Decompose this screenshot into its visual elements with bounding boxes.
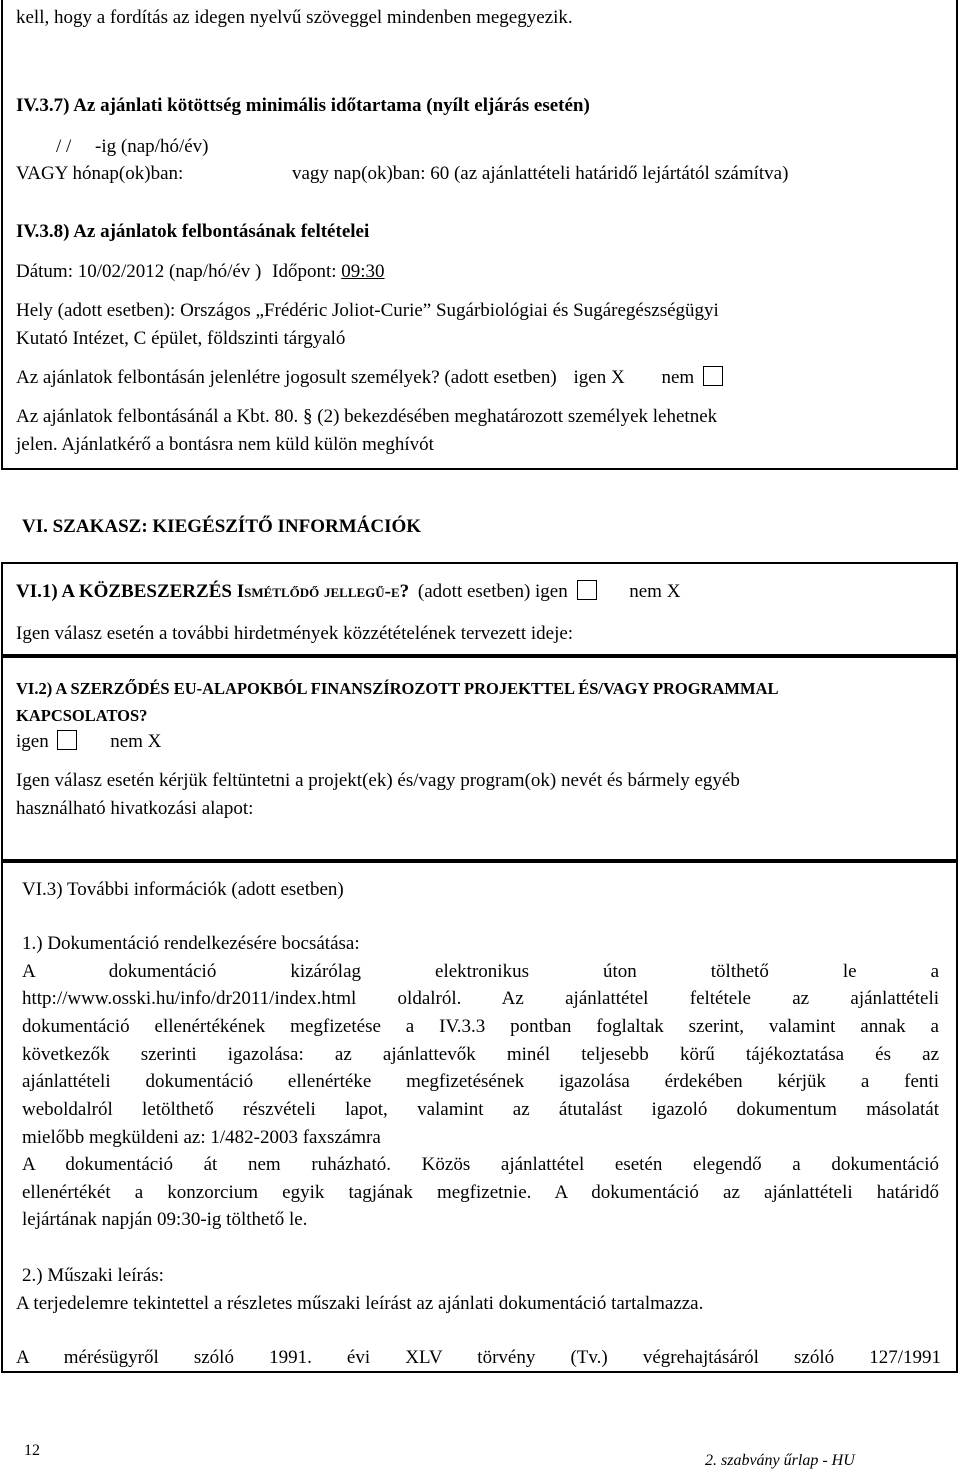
vi1-followup: Igen válasz esetén a további hirdetmények közzétételének tervezett ideje: — [16, 623, 574, 644]
iv38-persons — [16, 364, 727, 391]
page-number: 12 — [24, 1442, 40, 1459]
iv37-heading: IV.3.7) Az ajánlati kötöttség minimális időtartama (nyílt eljárás esetén) — [16, 95, 590, 116]
vi1-question — [16, 578, 680, 605]
vi1-prefix: VI.1) A KÖZBESZERZÉS — [16, 581, 232, 602]
form-name: 2. szabvány űrlap - HU — [705, 1452, 855, 1469]
vi3-item1-line: ajánlattételi dokumentáció ellenértéke megfizetésének igazolása érdekében kérjük a fenti — [22, 1071, 939, 1092]
vi2-no: nem X — [110, 731, 162, 752]
vi3-item2-title: 2.) Műszaki leírás: — [22, 1265, 164, 1286]
vi2-yes: igen — [16, 731, 49, 752]
vi1-yes-checkbox[interactable] — [577, 580, 597, 600]
iv38-heading: IV.3.8) Az ajánlatok felbontásának feltételei — [16, 221, 370, 242]
vi3-item1-line: A dokumentáció át nem ruházható. Közös ajánlattétel esetén elegendő a dokumentáció — [22, 1154, 939, 1175]
iv37-days-text: vagy nap(ok)ban: 60 (az ajánlattételi határidő lejártától számítva) — [292, 163, 789, 184]
vi3-item1-line: dokumentáció ellenértékének megfizetése a IV.3.3 pontban foglaltak szerint, valamint annak a — [22, 1016, 939, 1037]
vi3-item1-line: következők szerinti igazolása: az ajánlattevők minél teljesebb körű tájékoztatása és az — [22, 1044, 939, 1065]
vi1-sc: Ismétlődő jellegű-e? — [236, 581, 410, 602]
iv38-persons-no: nem — [661, 367, 695, 388]
top-line: kell, hogy a fordítás az idegen nyelvű szöveggel mindenben megegyezik. — [16, 7, 573, 28]
vi2-text-line2: használható hivatkozási alapot: — [16, 798, 254, 819]
vi2-heading-line1: VI.2) A SZERZŐDÉS EU-ALAPOKBÓL FINANSZÍROZOTT PROJEKTTEL ÉS/VAGY PROGRAMMAL — [16, 679, 779, 698]
iv38-place-line1: Hely (adott esetben): Országos „Frédéric Joliot-Curie” Sugárbiológiai és Sugáregészségügyi — [16, 300, 719, 321]
iv38-date — [16, 258, 385, 285]
vi3-item1-title: 1.) Dokumentáció rendelkezésére bocsátása: — [22, 933, 360, 954]
vi2-options — [16, 728, 161, 755]
vi-heading: VI. SZAKASZ: KIEGÉSZÍTŐ INFORMÁCIÓK — [22, 516, 422, 537]
persons-no-checkbox[interactable] — [703, 366, 723, 386]
vi2-text-line1: Igen válasz esetén kérjük feltüntetni a projekt(ek) és/vagy program(ok) nevét és bármely egyéb — [16, 770, 740, 791]
iv37-date-line: / / -ig (nap/hó/év) — [56, 136, 209, 157]
iv38-time-label: Időpont: — [272, 261, 337, 282]
iv38-place-line2: Kutató Intézet, C épület, földszinti tárgyaló — [16, 328, 346, 349]
vi2-yes-checkbox[interactable] — [57, 730, 77, 750]
vi3-heading: VI.3) További információk (adott esetben) — [22, 879, 344, 900]
iv38-persons-question: Az ajánlatok felbontásán jelenlétre jogosult személyek? (adott esetben) — [16, 367, 557, 388]
iv37-month-label: VAGY hónap(ok)ban: — [16, 163, 184, 184]
vi3-item1-line: A dokumentáció kizárólag elektronikus úton tölthető le a — [22, 961, 939, 982]
iv38-persons-yes: igen X — [573, 367, 625, 388]
vi3-item1-line: mielőbb megküldeni az: 1/482-2003 faxszámra — [22, 1127, 381, 1148]
vi1-adott: (adott esetben) igen — [417, 581, 568, 602]
vi3-item1-line: http://www.osski.hu/info/dr2011/index.html oldalról. Az ajánlattétel feltétele az ajánlattételi — [22, 988, 939, 1009]
vi3-item1-line: weboldalról letölthető részvételi lapot, valamint az átutalást igazoló dokumentum másolatát — [22, 1099, 939, 1120]
vi2-heading-line2: KAPCSOLATOS? — [16, 706, 148, 725]
iv38-kbt-line1: Az ajánlatok felbontásánál a Kbt. 80. § (2) bekezdésében meghatározott személyek lehetnek — [16, 406, 718, 427]
vi3-item1-line: ellenértékét a konzorcium egyik tagjának megfizetnie. A dokumentáció az ajánlattételi határidő — [22, 1182, 939, 1203]
iv38-time-value: 09:30 — [341, 261, 385, 282]
vi3-item3-text: A mérésügyről szóló 1991. évi XLV törvény (Tv.) végrehajtásáról szóló 127/1991 — [16, 1347, 941, 1368]
iv38-kbt-line2: jelen. Ajánlatkérő a bontásra nem küld külön meghívót — [16, 434, 434, 455]
vi3-item1-line: lejártának napján 09:30-ig tölthető le. — [22, 1209, 308, 1230]
vi1-no: nem X — [629, 581, 681, 602]
iv38-date-text: Dátum: 10/02/2012 (nap/hó/év ) — [16, 261, 262, 282]
vi3-item2-text: A terjedelemre tekintettel a részletes műszaki leírást az ajánlati dokumentáció tartalmazza. — [16, 1293, 704, 1314]
